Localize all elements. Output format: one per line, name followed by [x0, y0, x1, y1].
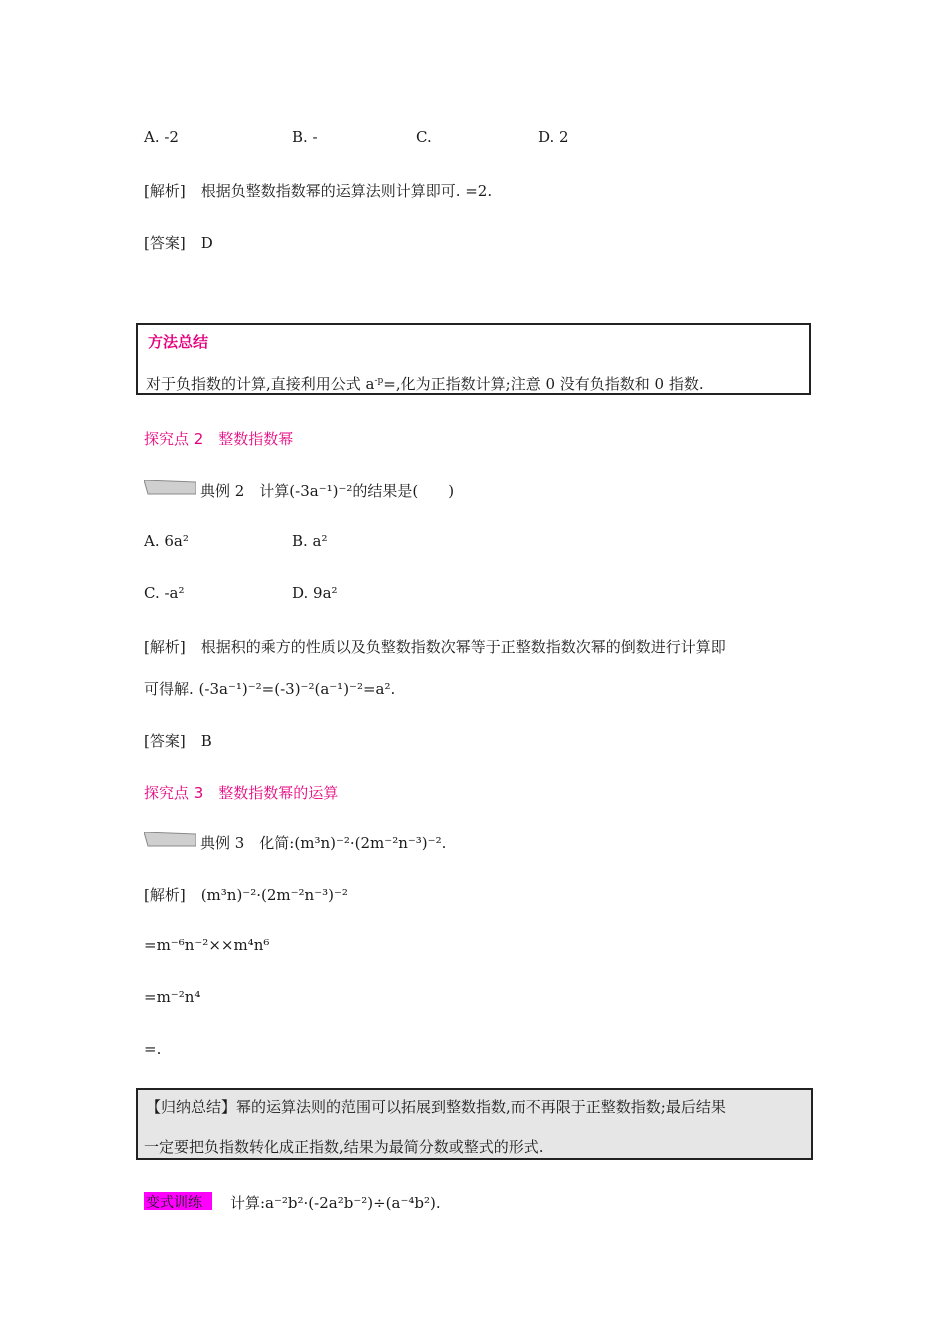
- variant-practice-tag: 变式训练: [144, 1192, 212, 1210]
- q1-analysis: [解析] 根据负整数指数幂的运算法则计算即可. =2.: [144, 182, 493, 200]
- q1-answer: [答案] D: [144, 234, 213, 252]
- q3-analysis-line3: =m⁻²n⁴: [144, 988, 201, 1006]
- example-marker-icon: [144, 480, 196, 496]
- variant-practice-text: 计算:a⁻²b²·(-2a²b⁻²)÷(a⁻⁴b²).: [230, 1194, 441, 1212]
- option-d: D. 9a²: [292, 584, 338, 602]
- q2-answer: [答案] B: [144, 732, 212, 750]
- method-summary-title: 方法总结: [148, 333, 209, 351]
- q2-analysis-line1: [解析] 根据积的乘方的性质以及负整数指数次幂等于正整数指数次幂的倒数进行计算即: [144, 638, 726, 656]
- q2-analysis-line2: 可得解. (-3a⁻¹)⁻²=(-3)⁻²(a⁻¹)⁻²=a².: [144, 680, 396, 698]
- option-b: B. -: [292, 128, 318, 146]
- option-d: D. 2: [538, 128, 569, 146]
- option-a: A. 6a²: [144, 532, 189, 550]
- option-c: C. -a²: [144, 584, 185, 602]
- induction-summary-line1: 【归纳总结】幂的运算法则的范围可以拓展到整数指数,而不再限于正整数指数;最后结果: [146, 1098, 726, 1116]
- option-b: B. a²: [292, 532, 328, 550]
- induction-summary-line2: 一定要把负指数转化成正指数,结果为最简分数或整式的形式.: [144, 1138, 544, 1156]
- method-summary-box: [136, 323, 811, 395]
- example2-text: 典例 2 计算(-3a⁻¹)⁻²的结果是( ): [200, 482, 455, 500]
- section-heading-point2: 探究点 2 整数指数幂: [144, 430, 294, 448]
- example3-text: 典例 3 化简:(m³n)⁻²·(2m⁻²n⁻³)⁻².: [200, 834, 447, 852]
- method-summary-body: 对于负指数的计算,直接利用公式 $a^{-p}=$,化为正指数计算;注意 0 没有负指数和 0 指数.: [146, 375, 704, 393]
- q3-analysis-line2: =m⁻⁶n⁻²××m⁴n⁶: [144, 936, 270, 954]
- q3-analysis-line1: [解析] (m³n)⁻²·(2m⁻²n⁻³)⁻²: [144, 886, 348, 904]
- option-a: A. -2: [144, 128, 179, 146]
- induction-summary-box: [136, 1088, 813, 1160]
- option-c: C.: [416, 128, 432, 146]
- example-marker-icon: [144, 832, 196, 848]
- section-heading-point3: 探究点 3 整数指数幂的运算: [144, 784, 339, 802]
- q3-analysis-line4: =.: [144, 1040, 162, 1058]
